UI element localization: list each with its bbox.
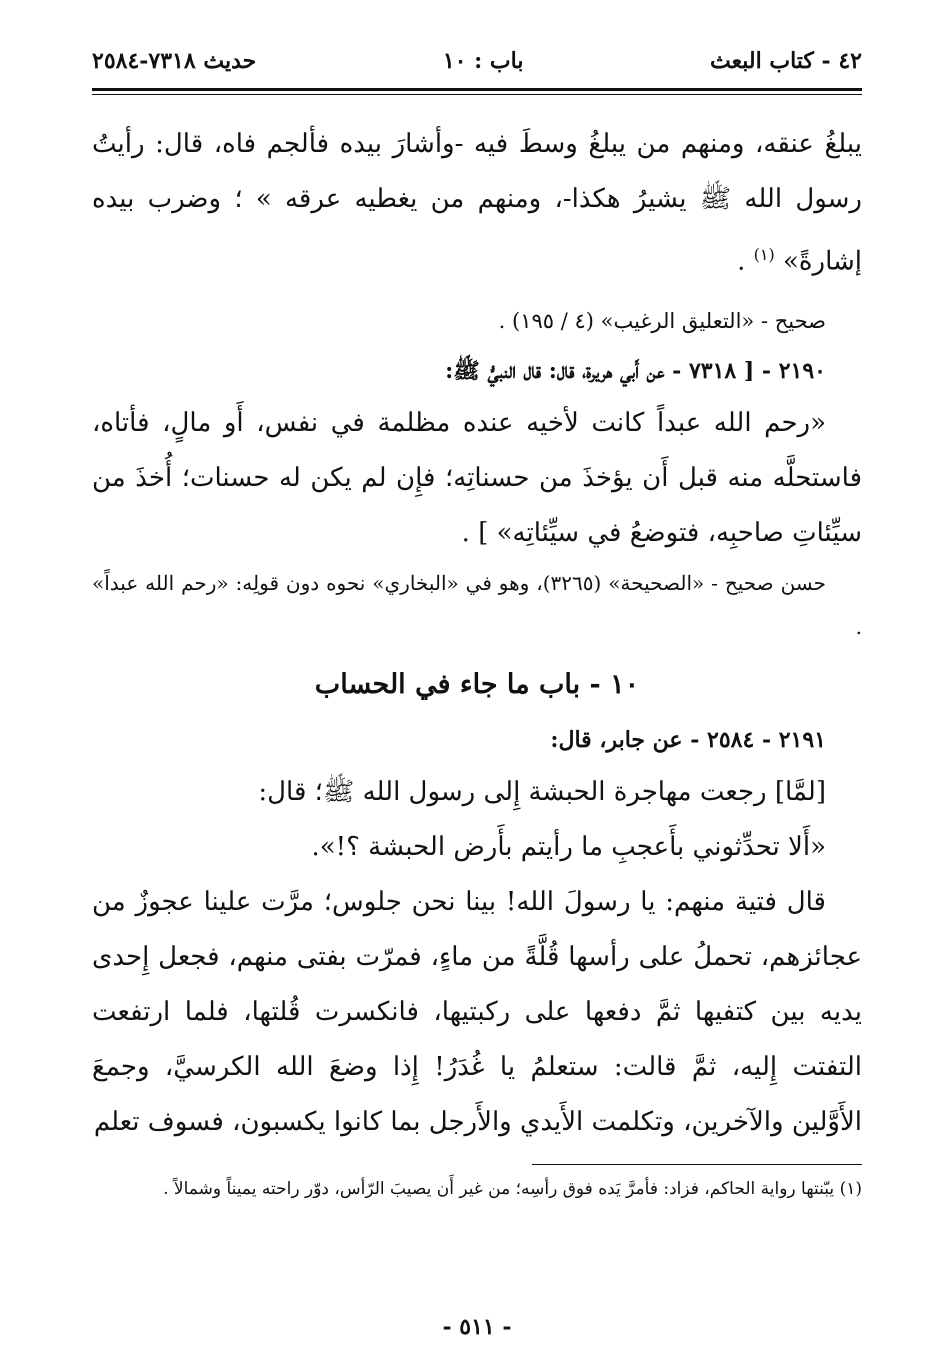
continued-paragraph-end: . bbox=[737, 246, 754, 277]
hadith-2191-narrative: قال فتية منهم: يا رسولَ الله! بينا نحن جلوس؛ مرَّت علينا عجوزٌ من عجائزهم، تحملُ على رأسها قُلَّةً من ماءٍ، فمرّت بفتى منهم، فجعل إِحدى يديه بين كتفيها ثمَّ دفعها على ركبتيها، فانكسرت قُلتها، فلما ارتفعت التفتت إِليه، ثمَّ قالت: ستعلمُ يا غُدَرُ! إِذا وضعَ الله الكرسيَّ، وجمعَ الأَوَّلين والآخرين، وتكلمت الأَيدي والأَرجل بما كانوا يكسبون، فسوف تعلم bbox=[92, 886, 862, 1137]
header-rule-thick bbox=[92, 88, 862, 91]
main-text bbox=[92, 117, 862, 1150]
hadith-2191-line-2: «أَلا تحدِّثوني بأَعجبِ ما رأيتم بأَرض الحبشة ؟!». bbox=[311, 831, 826, 862]
footnote: (١) يبّنتها رواية الحاكم، فزاد: فأمرَّ يَده فوق رأسِه؛ من غير أَن يصيبَ الرّأس، دوّر راحته يميناً وشمالاً . bbox=[163, 1178, 862, 1199]
continued-paragraph bbox=[92, 117, 862, 290]
footnote-marker: (١) bbox=[753, 245, 775, 264]
header-hadith-range: حديث ٧٣١٨-٢٥٨٤ bbox=[92, 48, 257, 74]
page-number: - ٥١١ - bbox=[442, 1314, 512, 1340]
header-book-title: ٤٢ - كتاب البعث bbox=[710, 48, 862, 74]
hadith-2190-text: «رحم الله عبداً كانت لأخيه عنده مظلمة في نفس، أَو مالٍ، فأتاه، فاستحلَّه منه قبل أَن يؤخذَ من حسناتِه؛ فإِن لم يكن له حسنات؛ أُخذَ من سيِّئاتِ صاحبِه، فتوضعُ في سيِّئاتِه» ] . bbox=[92, 407, 862, 548]
book-page bbox=[92, 40, 862, 1340]
footnote-separator bbox=[532, 1164, 862, 1165]
hadith-2191-line-1: [لمَّا] رجعت مهاجرة الحبشة إِلى رسول الله ﷺ؛ قال: bbox=[258, 776, 826, 807]
hadith-2191-heading: ٢١٩١ - ٢٥٨٤ - عن جابر، قال: bbox=[550, 726, 826, 753]
header-rule-thin bbox=[92, 94, 862, 95]
header-chapter: باب : ١٠ bbox=[442, 48, 524, 74]
hadith-2190-heading: ٢١٩٠ - [ ٧٣١٨ - عن أَبي هريرة، قال: قال النبيُّ ﷺ: bbox=[445, 357, 826, 384]
chapter-title: ١٠ - باب ما جاء في الحساب bbox=[314, 668, 640, 700]
continued-paragraph-text: يبلغُ عنقه، ومنهم من يبلغُ وسطَ فيه -وأشارَ بيده فألجم فاه، قال: رأيتُ رسول الله ﷺ يشيرُ هكذا-، ومنهم من يغطيه عرقه » ؛ وضرب بيده إشارةً» bbox=[92, 129, 862, 277]
grading-note-2: حسن صحيح - «الصحيحة» (٣٢٦٥)، وهو في «البخاري» نحوه دون قولِه: «رحم الله عبداً» . bbox=[92, 570, 862, 639]
grading-note-1: صحيح - «التعليق الرغيب» (٤ / ١٩٥) . bbox=[498, 308, 826, 333]
running-header bbox=[92, 40, 862, 82]
